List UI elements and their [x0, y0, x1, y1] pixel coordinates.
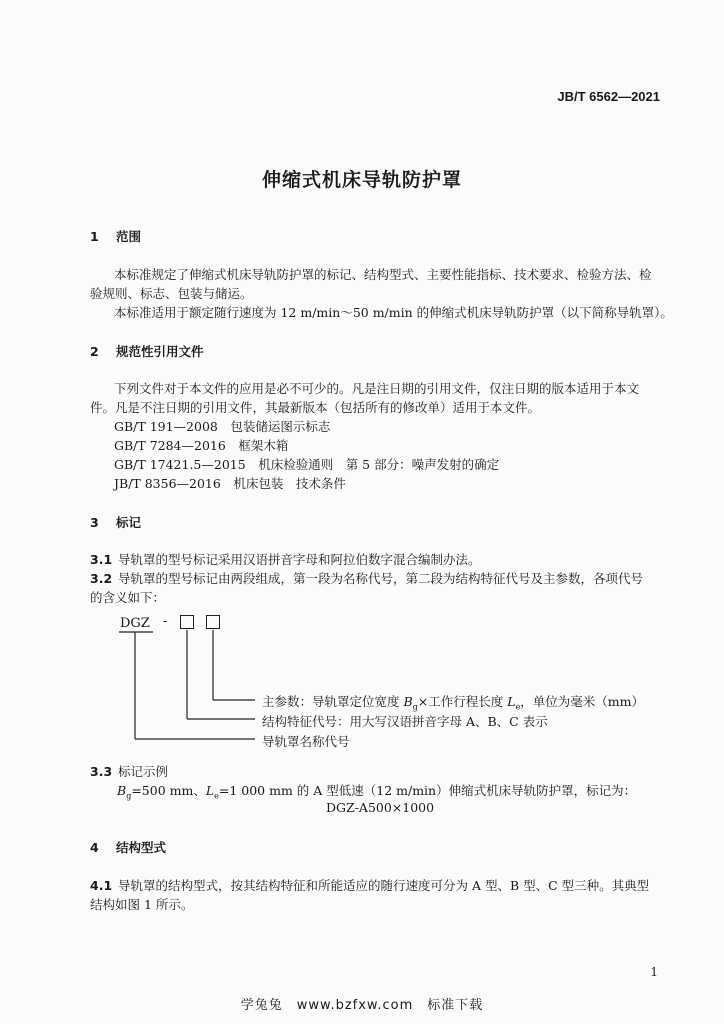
section-title: 结构型式: [116, 840, 167, 855]
clause-number: 3.1: [90, 552, 113, 567]
section-title: 规范性引用文件: [116, 344, 204, 359]
label-structure-code: 结构特征代号：用大写汉语拼音字母 A、B、C 表示: [262, 714, 548, 729]
reference-item: GB/T 7284—2016 框架木箱: [114, 438, 289, 453]
structure-code-box: [180, 615, 194, 629]
section-1-heading: [90, 227, 141, 245]
clause-text: 导轨罩的型号标记由两段组成，第一段为名称代号，第二段为结构特征代号及主参数，各项代号: [118, 571, 644, 586]
subscript-g: g: [126, 791, 132, 801]
section-2-heading: [90, 342, 204, 360]
section-title: 范围: [116, 229, 142, 244]
document-title: 伸缩式机床导轨防护罩: [261, 169, 462, 191]
section-number: 2: [90, 344, 99, 359]
symbol-L: L: [507, 694, 516, 709]
clause-3-1: [90, 550, 481, 568]
diagram-dash: -: [163, 614, 168, 629]
section-3-heading: [90, 513, 141, 531]
section-title: 标记: [116, 515, 142, 530]
page-number: 1: [650, 965, 658, 979]
example-text: =500 mm、: [131, 783, 206, 798]
clause-title: 标记示例: [118, 764, 169, 779]
example-text: =1 000 mm 的 A 型低速（12 m/min）伸缩式机床导轨防护罩，标记为：: [218, 783, 637, 798]
clause-number: 3.3: [90, 764, 113, 779]
subscript-e: e: [515, 702, 521, 712]
clause-3-3: [90, 762, 168, 780]
marking-example-result: DGZ-A500×1000: [326, 800, 435, 815]
symbol-L: L: [205, 783, 215, 798]
label-text: 主参数：导轨罩定位宽度: [262, 694, 404, 709]
paragraph-line: 验规则、标志、包装与储运。: [90, 286, 253, 301]
label-name-code: 导轨罩名称代号: [262, 734, 350, 749]
section-number: 4: [90, 840, 99, 855]
clause-number: 4.1: [90, 878, 113, 893]
paragraph-line: 件。凡是不注日期的引用文件，其最新版本（包括所有的修改单）适用于本文件。: [90, 400, 541, 415]
main-parameter-box: [206, 615, 220, 629]
reference-item: GB/T 17421.5—2015 机床检验通则 第 5 部分：噪声发射的确定: [114, 457, 500, 472]
clause-3-2: [90, 569, 643, 587]
clause-4-1: [90, 876, 649, 894]
label-text: ×工作行程长度: [417, 694, 508, 709]
symbol-B: B: [117, 783, 127, 798]
section-4-heading: [90, 838, 166, 856]
marking-example-text: [117, 781, 636, 801]
paragraph-line: 本标准适用于额定随行速度为 12 m/min～50 m/min 的伸缩式机床导轨防护罩（以下简称导轨罩）。: [114, 305, 673, 320]
label-text: ，单位为毫米（mm）: [520, 694, 645, 709]
reference-item: GB/T 191—2008 包装储运图示标志: [114, 419, 331, 434]
standard-code: JB/T 6562—2021: [557, 89, 660, 104]
reference-item: JB/T 8356—2016 机床包装 技术条件: [114, 476, 346, 491]
subscript-g: g: [412, 702, 418, 712]
paragraph-line: 下列文件对于本文件的应用是必不可少的。凡是注日期的引用文件，仅注日期的版本适用于本文: [114, 381, 640, 396]
paragraph-line: 本标准规定了伸缩式机床导轨防护罩的标记、结构型式、主要性能指标、技术要求、检验方法、检: [114, 267, 652, 282]
subscript-e: e: [214, 791, 219, 801]
symbol-B: B: [403, 694, 413, 709]
section-number: 1: [90, 229, 99, 244]
diagram-code: DGZ: [120, 616, 150, 631]
section-number: 3: [90, 515, 99, 530]
clause-text-continued: 的含义如下：: [90, 590, 166, 605]
clause-number: 3.2: [90, 571, 113, 586]
clause-text-continued: 结构如图 1 所示。: [90, 897, 194, 912]
clause-text: 导轨罩的型号标记采用汉语拼音字母和阿拉伯数字混合编制办法。: [118, 552, 481, 567]
footer-watermark: 学兔兔 www.bzfxw.com 标准下载: [240, 998, 484, 1013]
label-main-parameter: [262, 692, 644, 712]
clause-text: 导轨罩的结构型式，按其结构特征和所能适应的随行速度可分为 A 型、B 型、C 型三种。其典型: [118, 878, 650, 893]
